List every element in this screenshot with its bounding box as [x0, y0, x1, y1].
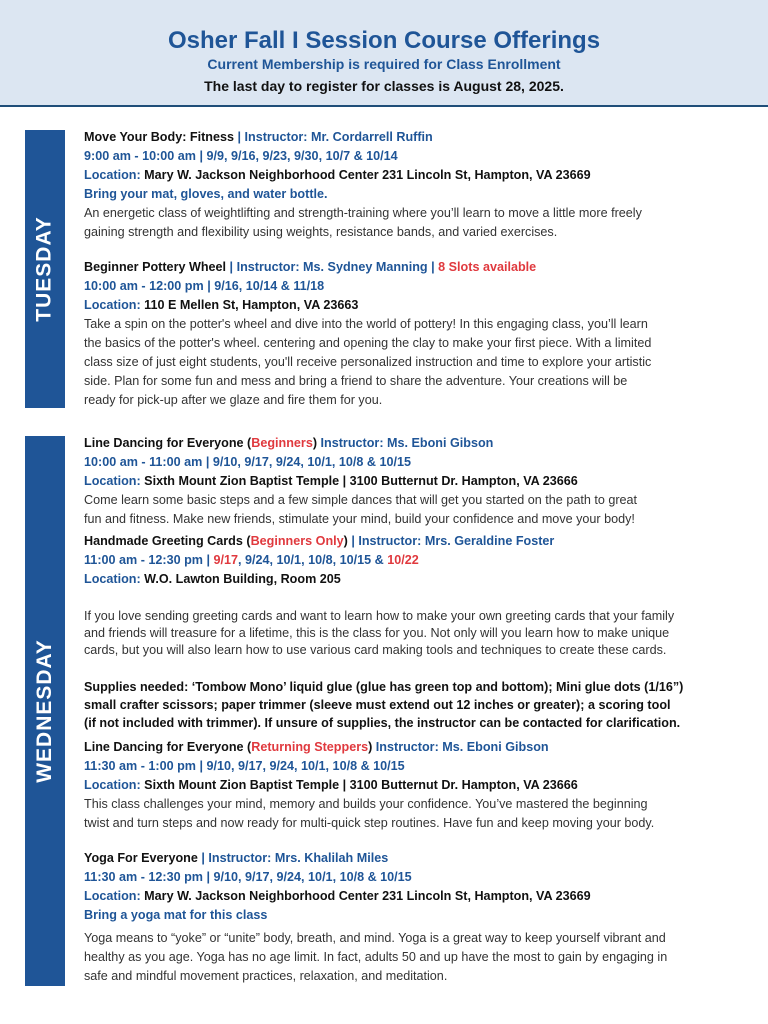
page-subtitle: Current Membership is required for Class Enrollment — [207, 56, 561, 72]
page-header — [0, 0, 768, 107]
course-instructor: Instructor: Ms. Sydney Manning — [236, 260, 428, 274]
course-schedule: 10:00 am - 12:00 pm | 9/16, 10/14 & 11/18 — [84, 279, 325, 293]
separator: | — [427, 260, 439, 274]
location-label: Location: — [84, 298, 141, 312]
course-schedule — [84, 551, 752, 570]
course-description-line: safe and mindful movement practices, relaxation, and meditation. — [84, 969, 448, 983]
course-instructor: Instructor: Ms. Eboni Gibson — [372, 740, 549, 754]
course-pottery — [84, 258, 752, 410]
course-description-line: and friends will treasure for a lifetime, this is the class for you. Not only will you learn how to make unique — [84, 626, 670, 640]
paren-close: ) — [368, 740, 373, 754]
course-instructor: Instructor: Mr. Cordarrell Ruffin — [244, 130, 433, 144]
location-label: Location: — [84, 778, 141, 792]
course-yoga — [84, 849, 752, 986]
course-title-line — [84, 128, 752, 147]
course-location — [84, 472, 752, 491]
course-description-line: fun and fitness. Make new friends, stimulate your mind, build your confidence and move your body! — [84, 512, 635, 526]
location-value: Sixth Mount Zion Baptist Temple | 3100 Butternut Dr. Hampton, VA 23666 — [140, 474, 578, 488]
course-instructor: | Instructor: Mrs. Geraldine Foster — [347, 534, 555, 548]
course-name: Line Dancing for Everyone ( — [84, 436, 252, 450]
course-location — [84, 166, 752, 185]
day-label-text: WEDNESDAY — [33, 639, 56, 783]
paren-close: ) — [312, 436, 318, 450]
separator: | — [226, 260, 237, 274]
course-description-line: Come learn some basic steps and a few simple dances that will get you started on the path to great — [84, 493, 638, 507]
course-title-line — [84, 434, 752, 453]
course-name: Handmade Greeting Cards ( — [84, 534, 251, 548]
location-value: Mary W. Jackson Neighborhood Center 231 Lincoln St, Hampton, VA 23669 — [140, 889, 591, 903]
location-value: W.O. Lawton Building, Room 205 — [140, 572, 341, 586]
course-note: Bring your mat, gloves, and water bottle. — [84, 187, 328, 201]
course-location — [84, 296, 752, 315]
schedule-date-highlight: 10/22 — [387, 553, 419, 567]
day-label-tuesday — [25, 130, 65, 408]
paren-close: ) — [343, 534, 348, 548]
day-label-wednesday — [25, 436, 65, 986]
supplies-line: small crafter scissors; paper trimmer (sleeve must extend out 12 inches or greater); a scoring tool — [84, 698, 671, 712]
course-description-line: If you love sending greeting cards and want to learn how to make your own greeting cards that your family — [84, 609, 675, 623]
course-description-line: Take a spin on the potter's wheel and dive into the world of pottery! In this engaging class, you’ll learn — [84, 317, 648, 331]
location-label: Location: — [84, 168, 141, 182]
day-label-text: TUESDAY — [33, 216, 57, 322]
course-level: Returning Steppers — [251, 740, 369, 754]
course-description-line: twist and turn steps and now ready for multi-quick step routines. Have fun and keep moving your body. — [84, 816, 655, 830]
location-label: Location: — [84, 889, 141, 903]
location-value: Mary W. Jackson Neighborhood Center 231 Lincoln St, Hampton, VA 23669 — [140, 168, 591, 182]
location-label: Location: — [84, 474, 141, 488]
course-location — [84, 887, 752, 906]
location-label: Location: — [84, 572, 141, 586]
location-value: 110 E Mellen St, Hampton, VA 23663 — [140, 298, 359, 312]
course-fitness — [84, 128, 752, 242]
slots-available: 8 Slots available — [438, 260, 537, 274]
course-schedule: 10:00 am - 11:00 am | 9/10, 9/17, 9/24, 10/1, 10/8 & 10/15 — [84, 455, 411, 469]
location-value: Sixth Mount Zion Baptist Temple | 3100 Butternut Dr. Hampton, VA 23666 — [140, 778, 578, 792]
course-location — [84, 776, 752, 795]
supplies-line: (if not included with trimmer). If unsure of supplies, the instructor can be contacted for clarification. — [84, 716, 681, 730]
course-description-line: Yoga means to “yoke” or “unite” body, breath, and mind. Yoga is a great way to keep yourself vibrant and — [84, 931, 666, 945]
course-description-line: An energetic class of weightlifting and strength-training where you’ll learn to move a little more freely — [84, 206, 642, 220]
schedule-date-highlight: 9/17 — [213, 553, 239, 567]
registration-deadline: The last day to register for classes is August 28, 2025. — [204, 78, 564, 94]
supplies-line: Supplies needed: ‘Tombow Mono’ liquid glue (glue has green top and bottom); Mini glue dots (1/16”) — [84, 680, 684, 694]
separator: | — [197, 851, 209, 865]
course-title-line — [84, 849, 752, 868]
separator: | — [233, 130, 245, 144]
course-title-line — [84, 258, 752, 277]
schedule-part: , 9/24, 10/1, 10/8, 10/15 & — [238, 553, 388, 567]
course-description-line: class size of just eight students, you'll receive personalized instruction and time to explore your artistic — [84, 355, 652, 369]
course-name: Yoga For Everyone — [84, 851, 198, 865]
course-description-line: healthy as you age. Yoga has no age limit. In fact, adults 50 and up have the most to gain by engaging in — [84, 950, 668, 964]
course-title-line — [84, 532, 752, 551]
course-name: Beginner Pottery Wheel — [84, 260, 227, 274]
course-level: Beginners Only — [250, 534, 344, 548]
course-note: Bring a yoga mat for this class — [84, 908, 268, 922]
course-instructor: Instructor: Ms. Eboni Gibson — [317, 436, 494, 450]
course-title-line — [84, 738, 752, 757]
course-level: Beginners — [251, 436, 313, 450]
course-location — [84, 570, 752, 589]
course-name: Move Your Body: Fitness — [84, 130, 234, 144]
schedule-part: 11:00 am - 12:30 pm | — [84, 553, 214, 567]
course-line-dancing-returning — [84, 738, 752, 833]
course-description-line: side. Plan for some fun and mess and bring a friend to share the adventure. Your creations will be — [84, 374, 628, 388]
course-schedule: 11:30 am - 12:30 pm | 9/10, 9/17, 9/24, 10/1, 10/8 & 10/15 — [84, 870, 412, 884]
course-greeting-cards — [84, 532, 752, 732]
course-description-line: This class challenges your mind, memory and builds your confidence. You’ve mastered the beginning — [84, 797, 648, 811]
course-description-line: ready for pick-up after we glaze and fire them for you. — [84, 393, 383, 407]
course-description-line: the basics of the potter's wheel. centering and opening the clay to make your first piece. With a limited — [84, 336, 652, 350]
course-line-dancing-beginners — [84, 434, 752, 529]
course-description-line: cards, but you will also learn how to use various card making tools and techniques to create these cards. — [84, 643, 667, 657]
course-instructor: Instructor: Mrs. Khalilah Miles — [208, 851, 389, 865]
course-name: Line Dancing for Everyone ( — [84, 740, 252, 754]
course-description-line: gaining strength and flexibility using weights, resistance bands, and varied exercises. — [84, 225, 558, 239]
course-schedule: 11:30 am - 1:00 pm | 9/10, 9/17, 9/24, 10/1, 10/8 & 10/15 — [84, 759, 405, 773]
course-schedule: 9:00 am - 10:00 am | 9/9, 9/16, 9/23, 9/30, 10/7 & 10/14 — [84, 149, 398, 163]
page-title: Osher Fall I Session Course Offerings — [167, 27, 601, 54]
